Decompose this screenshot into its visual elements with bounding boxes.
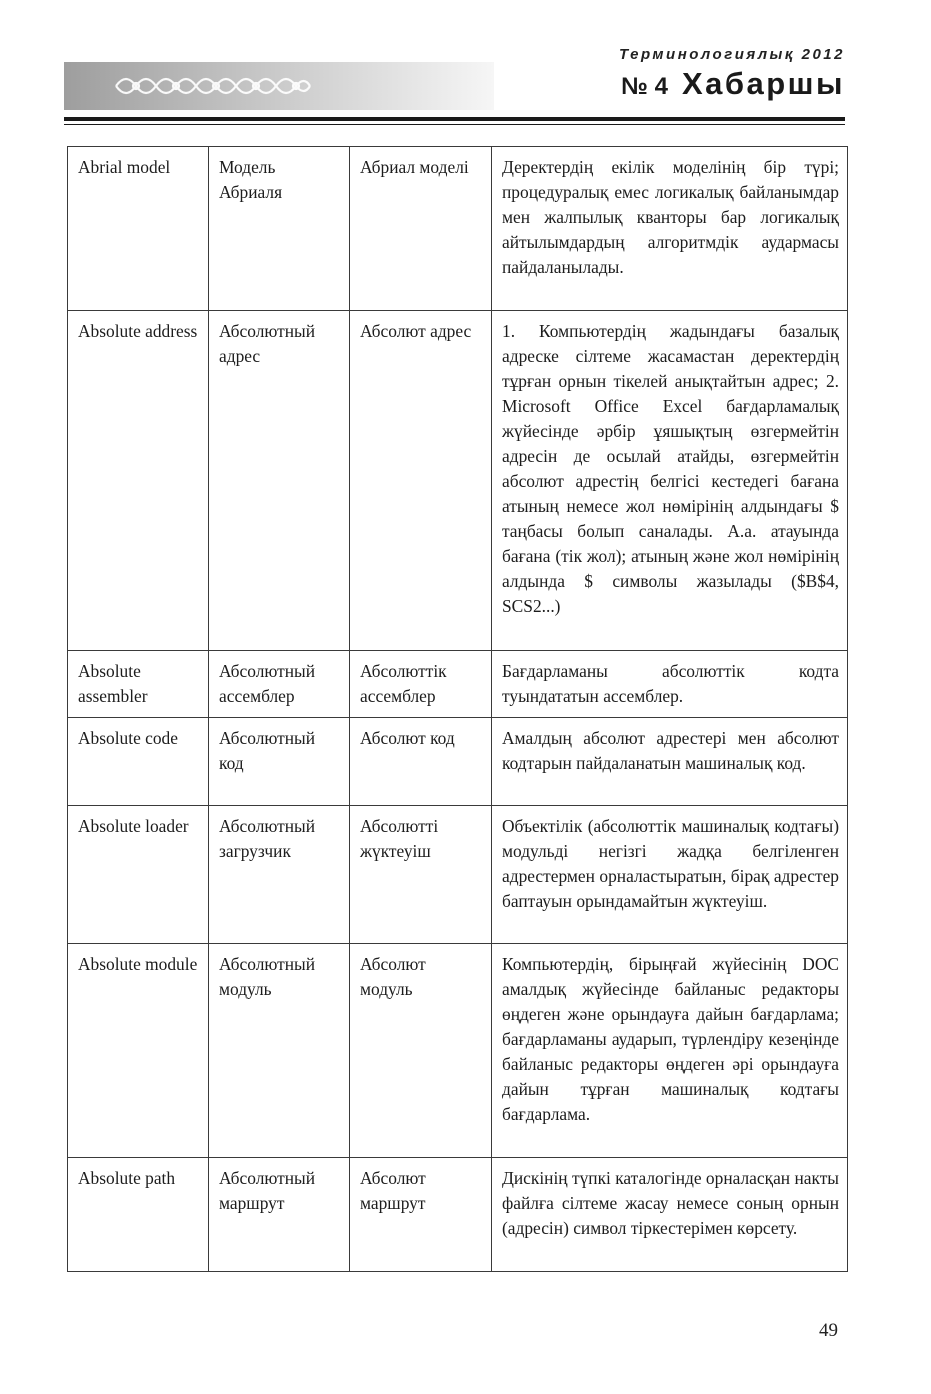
term-kazakh: Абриал моделі bbox=[350, 147, 492, 311]
term-definition: 1. Компьютердің жадындағы базалық адреске сілтеме жасамастан деректердің тұрған орнын тікелей анықтайтын адрес; 2. Microsoft Office Excel бағдарламалық жүйесінде әрбір ұяшықтың өзгермейтін адресін де осылай атайды, өзгермейтін абсолют адрестің белгісі кестедегі бағана атының немесе жол нөмірінің алдындағы $ таңбасы болып саналады. А.а. атауында бағана (тік жол); атының және жол нөмірінің алдында $ символы жазылады ($B$4, SCS2...) bbox=[492, 311, 848, 651]
term-definition: Компьютердің, бірыңғай жүйесінің DOC амалдық жүйесінде байланыс редакторы өңдеген және орындауға дайын бағдарлама; бағдарламаны аударып, түрлендіру кезеңінде байланыс редакторы өңдеген әрі орындауға дайын тұрған машиналық кодтағы бағдарлама. bbox=[492, 944, 848, 1158]
table-row bbox=[68, 651, 848, 718]
header-rule-thick bbox=[64, 117, 845, 121]
term-kazakh: Абсолют модуль bbox=[350, 944, 492, 1158]
table-row bbox=[68, 944, 848, 1158]
table-row bbox=[68, 311, 848, 651]
term-russian: Абсолютный ассемблер bbox=[209, 651, 350, 718]
term-russian: Абсолютный маршрут bbox=[209, 1158, 350, 1272]
table-row bbox=[68, 1158, 848, 1272]
term-russian: Абсолютный адрес bbox=[209, 311, 350, 651]
journal-series-line: Терминологиялық 2012 bbox=[619, 46, 845, 63]
term-english: Absolute address bbox=[68, 311, 209, 651]
table-row bbox=[68, 718, 848, 806]
term-russian: Абсолютный загрузчик bbox=[209, 806, 350, 944]
journal-name: Хабаршы bbox=[681, 66, 845, 101]
term-kazakh: Абсолюттік ассемблер bbox=[350, 651, 492, 718]
term-kazakh: Абсолют код bbox=[350, 718, 492, 806]
term-english: Absolute assembler bbox=[68, 651, 209, 718]
table-row bbox=[68, 147, 848, 311]
term-definition: Объектілік (абсолюттік машиналық кодтағы) модульді негізгі жадқа белгіленген адрестермен орналастыратын, бірақ адрестер баптауын орындамайтын жүктеуіш. bbox=[492, 806, 848, 944]
term-definition: Амалдың абсолют адрестері мен абсолют кодтарын пайдаланатын машиналық код. bbox=[492, 718, 848, 806]
term-english: Absolute module bbox=[68, 944, 209, 1158]
term-english: Absolute path bbox=[68, 1158, 209, 1272]
journal-title bbox=[621, 66, 845, 102]
ornament-pattern-icon bbox=[112, 70, 312, 102]
term-english: Abrial model bbox=[68, 147, 209, 311]
term-kazakh: Абсолют маршрут bbox=[350, 1158, 492, 1272]
term-definition: Деректердің екілік моделінің бір түрі; процедуралық емес логикалық байланымдар мен жалпылық кванторы бар логикалық айтылымдардың алгоритмдік аудармасы пайдаланылады. bbox=[492, 147, 848, 311]
term-kazakh: Абсолют адрес bbox=[350, 311, 492, 651]
issue-number: № 4 bbox=[621, 73, 668, 100]
term-english: Absolute loader bbox=[68, 806, 209, 944]
term-definition: Бағдарламаны абсолюттік кодта туындататын ассемблер. bbox=[492, 651, 848, 718]
term-definition: Дискінің түпкі каталогінде орналасқан накты файлға сілтеме жасау немесе соның орнын (адресін) символ тіркестерімен көрсету. bbox=[492, 1158, 848, 1272]
term-kazakh: Абсолютті жүктеуіш bbox=[350, 806, 492, 944]
page-number: 49 bbox=[819, 1320, 838, 1341]
table-row bbox=[68, 806, 848, 944]
term-english: Absolute code bbox=[68, 718, 209, 806]
term-russian: Абсолютный код bbox=[209, 718, 350, 806]
term-russian: Абсолютный модуль bbox=[209, 944, 350, 1158]
term-russian: Модель Абриаля bbox=[209, 147, 350, 311]
terminology-table bbox=[67, 146, 848, 1272]
header-rule-thin bbox=[64, 124, 845, 125]
